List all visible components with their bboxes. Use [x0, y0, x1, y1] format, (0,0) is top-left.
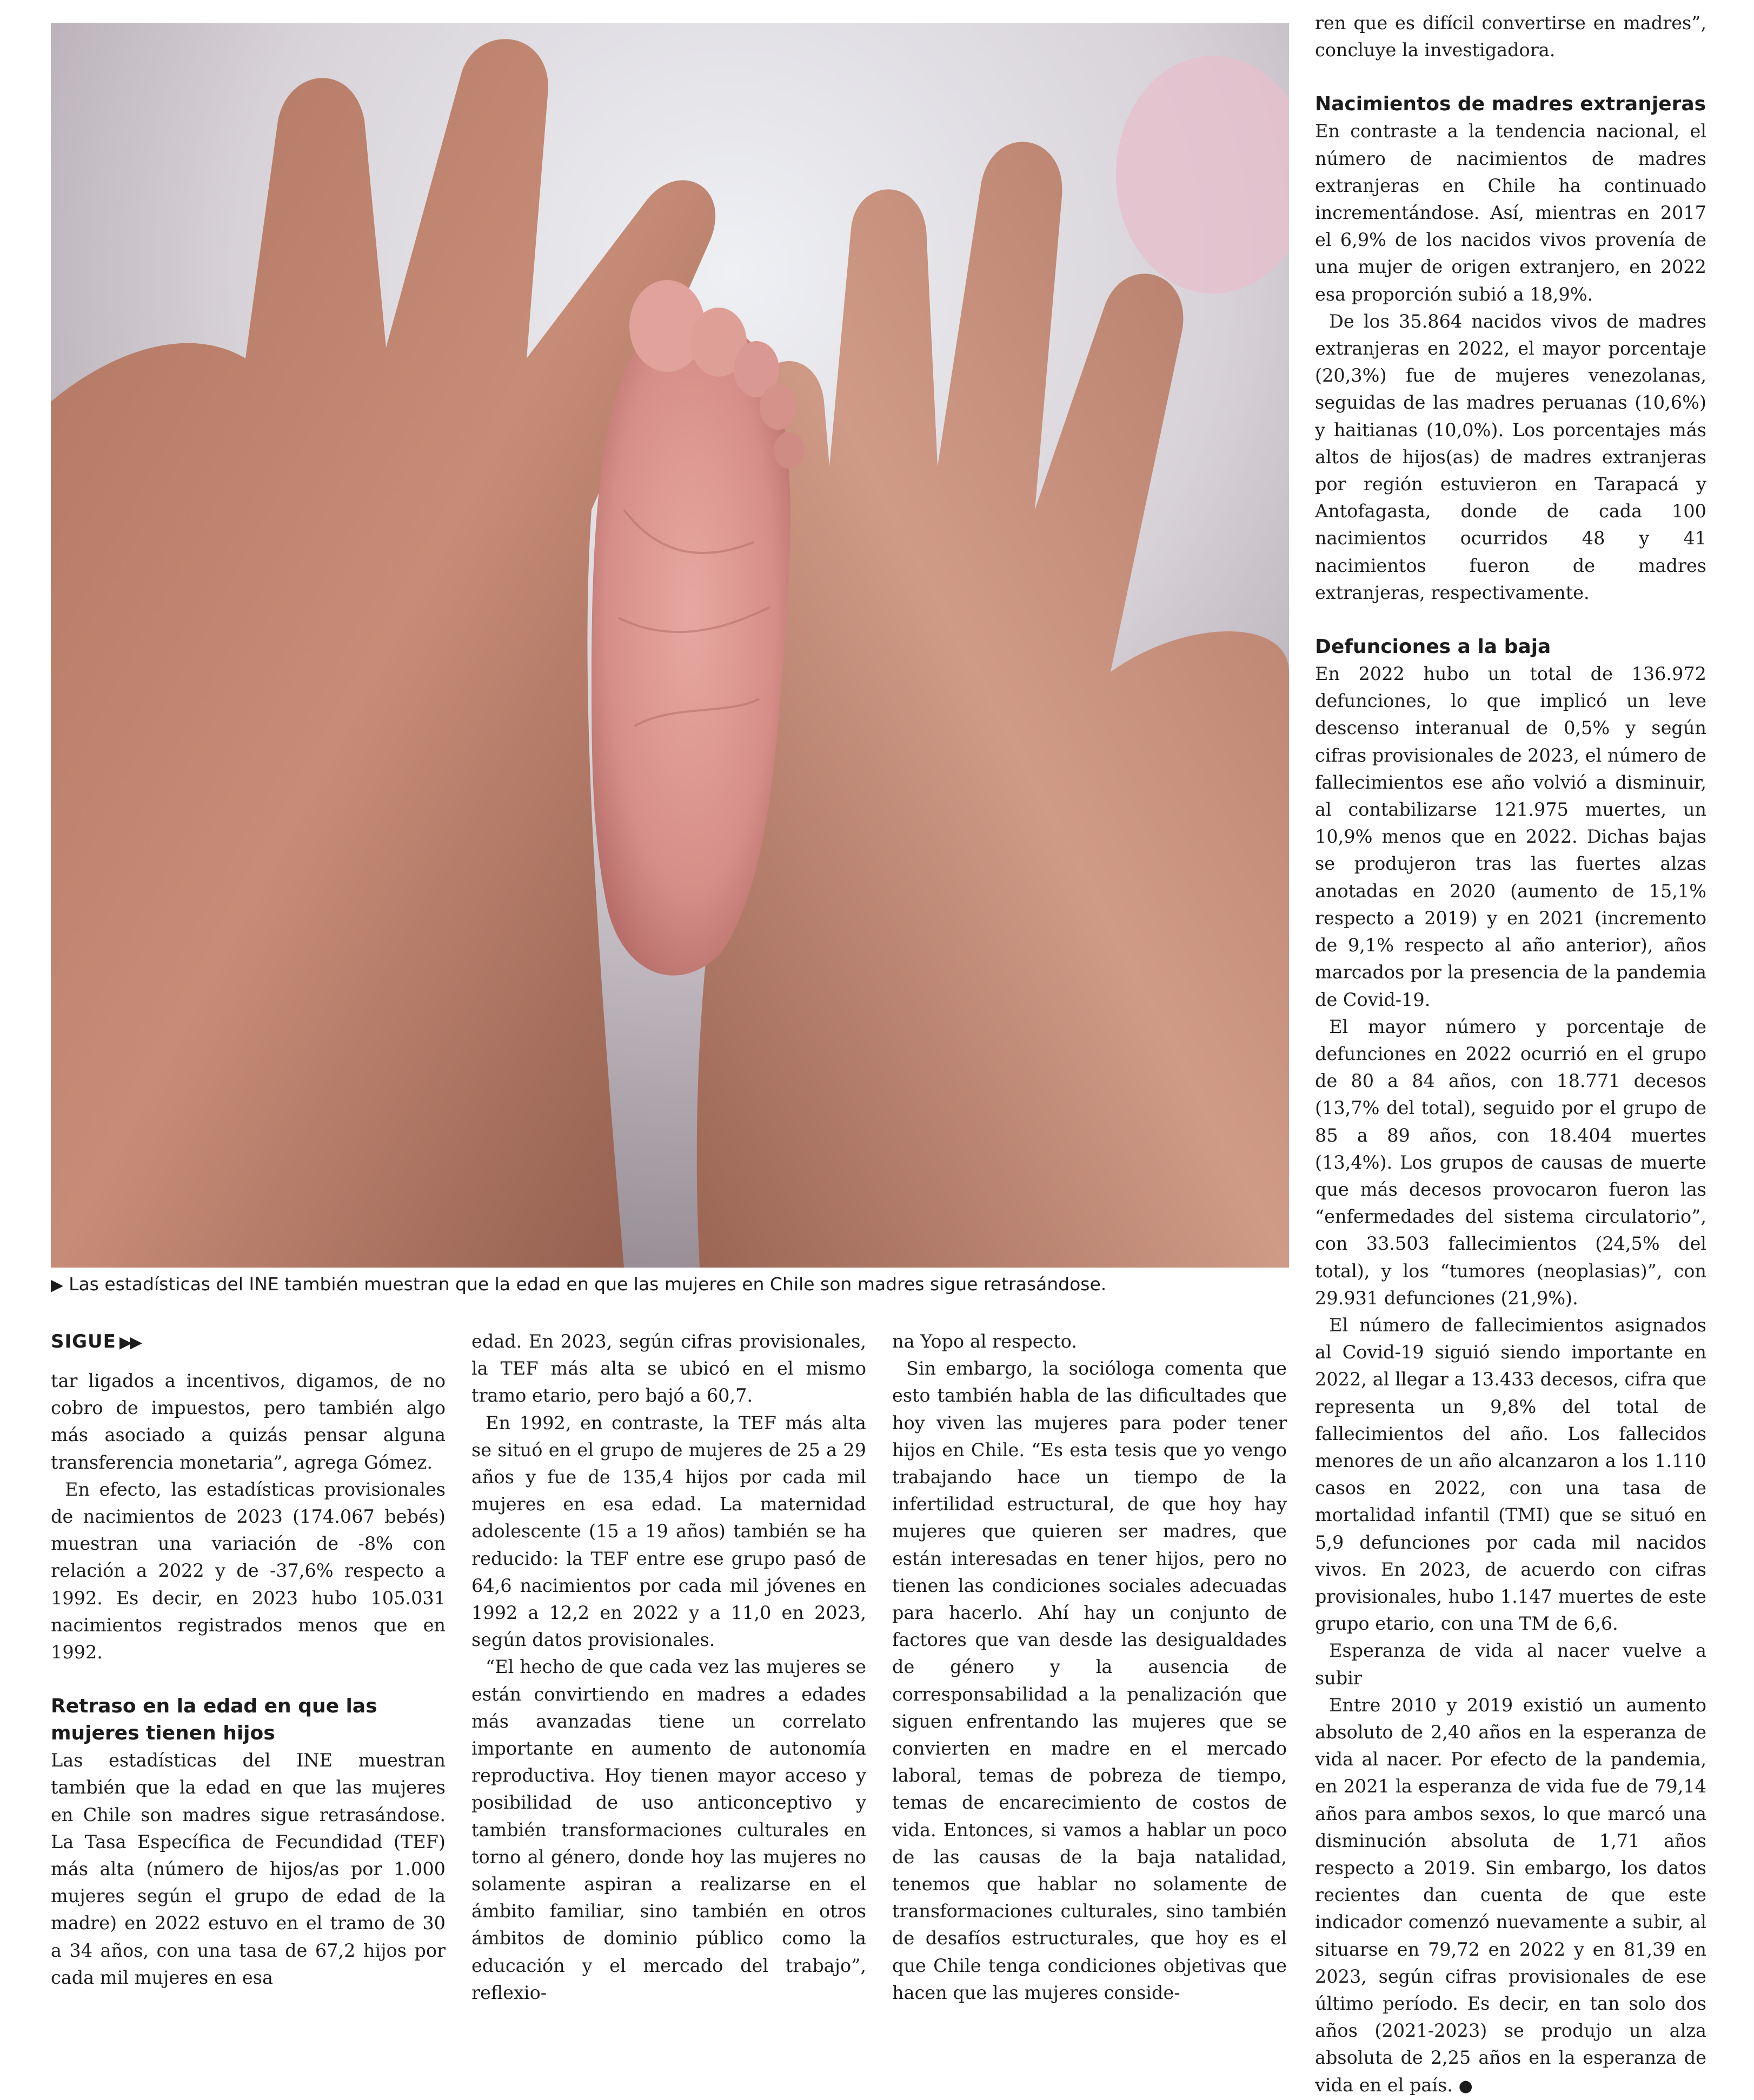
photo-caption [51, 1270, 1294, 1299]
paragraph: na Yopo al respecto. [892, 1331, 1077, 1352]
article-column-2 [471, 1328, 866, 2006]
paragraph: ren que es difícil convertirse en madres”, concluye la investigadora. [1315, 12, 1706, 61]
section-heading: Nacimientos de madres extranjeras [1315, 93, 1706, 116]
paragraph [1315, 1692, 1706, 2100]
paragraph: Las estadísticas del INE muestran también que la edad en que las mujeres en Chile son madres sigue retrasándose. La Tasa Específica de Fecundidad (TEF) más alta (número de hijos/as por 1.000 mujeres según el grupo de edad de la madre) en 2022 estuvo en el tramo de 30 a 34 años, con una tasa de 67,2 hijos por cada mil mujeres en esa [51, 1750, 446, 1988]
section-heading: Retraso en la edad en que las mujeres tienen hijos [51, 1695, 377, 1745]
section-heading: Defunciones a la baja [1315, 636, 1551, 658]
article-column-4 [1315, 10, 1706, 2100]
subheading: Esperanza de vida al nacer vuelve a subir [1315, 1640, 1706, 1689]
paragraph: De los 35.864 nacidos vivos de madres extranjeras en 2022, el mayor porcentaje (20,3%) fue de mujeres venezolanas, seguidas de las madres peruanas (10,6%) y haitianas (10,0%). Los porcentajes más altos de hijos(as) de madres extranjeras por región estuvieron en Tarapacá y Antofagasta, donde de cada 100 nacimientos ocurridos 48 y 41 nacimientos fueron de madres extranjeras, respectivamente. [1315, 310, 1706, 603]
paragraph: En 1992, en contraste, la TEF más alta se situó en el grupo de mujeres de 25 a 29 años y fue de 135,4 hijos por cada mil mujeres en esa edad. La maternidad adolescente (15 a 19 años) también se ha reducido: la TEF entre ese grupo pasó de 64,6 nacimientos por cada mil jóvenes en 1992 a 12,2 en 2022 y a 11,0 en 2023, según datos provisionales. [471, 1412, 866, 1651]
double-arrow-icon: ▶▶ [119, 1333, 141, 1352]
paragraph: “El hecho de que cada vez las mujeres se están convirtiendo en madres a edades más avanzadas tiene un correlato importante en aumento de autonomía reproductiva. Hoy tienen mayor acceso y posibilidad de uso anticonceptivo y también transformaciones culturales en torno al género, donde hoy las mujeres no solamente aspiran a realizarse en el ámbito familiar, sino también en otros ámbitos de dominio público como la educación y el mercado del trabajo”, reflexio- [471, 1656, 866, 2003]
paragraph: En 2022 hubo un total de 136.972 defunciones, lo que implicó un leve descenso interanual de 0,5% y según cifras provisionales de 2023, el número de fallecimientos ese año volvió a disminuir, al contabilizarse 121.975 muertes, un 10,9% menos que en 2022. Dichas bajas se produjeron tras las fuertes alzas anotadas en 2020 (aumento de 15,1% respecto a 2019) y en 2021 (incremento de 9,1% respecto al año anterior), años marcados por la presencia de la pandemia de Covid-19. [1315, 663, 1706, 1010]
sigue-label: SIGUE [51, 1331, 116, 1352]
paragraph: El mayor número y porcentaje de defunciones en 2022 ocurrió en el grupo de 80 a 84 años, con 18.771 decesos (13,7% del total), seguido por el grupo de 85 a 89 años, con 18.404 muertes (13,4%). Los grupos de causas de muerte que más decesos provocaron fueron las “enfermedades del sistema circulatorio”, con 33.503 fallecimientos (24,5% del total), y los “tumores (neoplasias)”, con 29.931 defunciones (21,9%). [1315, 1016, 1706, 1309]
paragraph-text: Entre 2010 y 2019 existió un aumento absoluto de 2,40 años en la esperanza de vida al nacer. Por efecto de la pandemia, en 2021 la esperanza de vida fue de 79,14 años para ambos sexos, lo que marcó una disminución absoluta de 1,71 años respecto a 2019. Sin embargo, los datos recientes dan cuenta de que este indicador comenzó nuevamente a subir, al situarse en 79,72 en 2022 y en 81,39 en 2023, según cifras provisionales de ese último período. Es decir, en tan solo dos años (2021-2023) se produjo un alza absoluta de 2,25 años en la esperanza de vida en el país. [1315, 1694, 1706, 2096]
baby-foot-in-hands-icon [51, 23, 1289, 1268]
article-photo [51, 23, 1289, 1268]
continue-marker [51, 1328, 140, 1356]
paragraph: En contraste a la tendencia nacional, el número de nacimientos de madres extranjeras en Chile ha continuado incrementándose. Así, mientras en 2017 el 6,9% de los nacidos vivos provenía de una mujer de origen extranjero, en 2022 esa proporción subió a 18,9%. [1315, 121, 1706, 305]
paragraph: edad. En 2023, según cifras provisionales, la TEF más alta se ubicó en el mismo tramo etario, pero bajó a 60,7. [471, 1331, 866, 1406]
caption-triangle-icon: ▶ [51, 1276, 64, 1295]
end-mark-icon: ● [1458, 2076, 1473, 2096]
article-column-3 [892, 1328, 1287, 2006]
paragraph: En efecto, las estadísticas provisionales de nacimientos de 2023 (174.067 bebés) muestran una variación de -8% con relación a 2022 y de -37,6% respecto a 1992. Es decir, en 2023 hubo 105.031 nacimientos registrados menos que en 1992. [51, 1478, 446, 1663]
caption-text: Las estadísticas del INE también muestran que la edad en que las mujeres en Chile son madres sigue retrasándose. [69, 1274, 1107, 1295]
paragraph: Sin embargo, la socióloga comenta que esto también habla de las dificultades que hoy viven las mujeres para poder tener hijos en Chile. “Es esta tesis que yo vengo trabajando hace un tiempo de la infertilidad estructural, de que hoy hay mujeres que quieren ser madres, que están interesadas en tener hijos, pero no tienen las condiciones sociales adecuadas para hacerlo. Ahí hay un conjunto de factores que van desde las desigualdades de género y la ausencia de corresponsabilidad a la penalización que siguen enfrentando las mujeres que se convierten en madre en el mercado laboral, temas de pobreza de tiempo, temas de encarecimiento de costos de vida. Entonces, si vamos a hablar un poco de las causas de la baja natalidad, tenemos que hablar no solamente de transformaciones culturales, sino también de desafíos estructurales, que hoy es el que Chile tenga condiciones objetivas que hacen que las mujeres conside- [892, 1358, 1287, 2003]
paragraph: El número de fallecimientos asignados al Covid-19 siguió siendo importante en 2022, al llegar a 13.433 decesos, cifra que representa un 9,8% del total de fallecimientos del año. Los fallecidos menores de un año alcanzaron a los 1.110 casos en 2022, con una tasa de mortalidad infantil (TMI) que se situó en 5,9 defunciones por cada mil nacidos vivos. En 2023, de acuerdo con cifras provisionales, hubo 1.147 muertes de este grupo etario, con una TM de 6,6. [1315, 1314, 1706, 1635]
article-column-1 [51, 1368, 446, 1991]
paragraph: tar ligados a incentivos, digamos, de no cobro de impuestos, pero también algo más asociado a quizás pensar alguna transferencia monetaria”, agrega Gómez. [51, 1370, 446, 1473]
